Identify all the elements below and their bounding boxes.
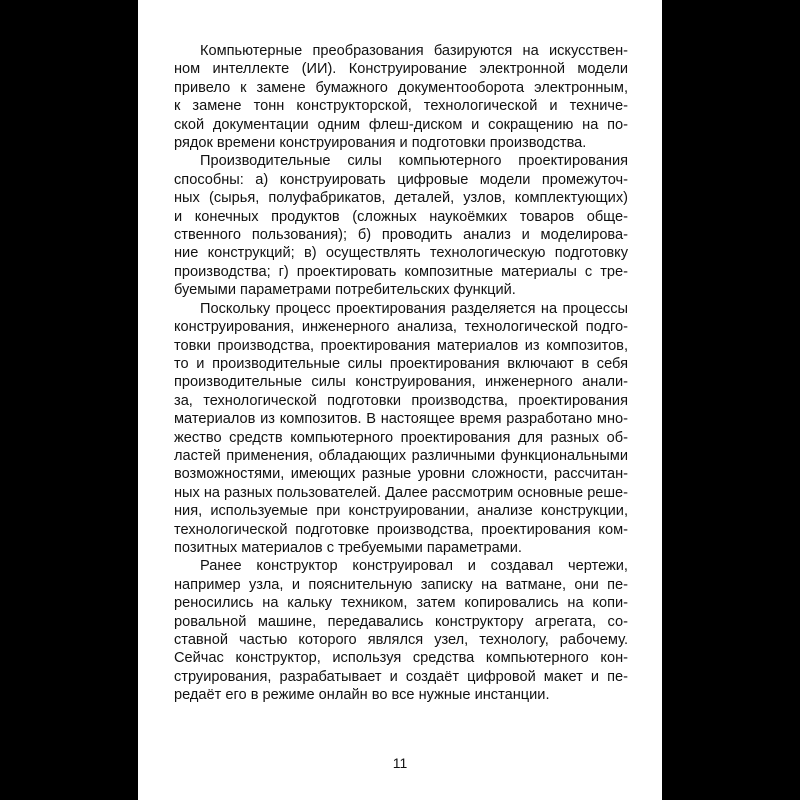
text-line: технологической подготовке производства, проектирования ком-: [174, 521, 628, 538]
paragraph-4: [174, 557, 628, 704]
paragraph-2: [174, 152, 628, 299]
page-number: 11: [392, 755, 408, 771]
text-line: и конечных продуктов (сложных наукоёмких товаров обще-: [174, 208, 628, 225]
text-line: Поскольку процесс проектирования разделяется на процессы: [200, 300, 628, 317]
text-line: то и производительные силы проектирования включают в себя: [174, 355, 628, 372]
text-line: Компьютерные преобразования базируются на искусствен-: [200, 43, 628, 59]
text-line: материалов из композитов. В настоящее время разработано мно-: [174, 411, 628, 428]
text-line: жество средств компьютерного проектирования для разных об-: [174, 429, 628, 446]
text-line: ние конструкций; в) осуществлять технологическую подготовку: [174, 245, 628, 262]
text-line: производства; г) проектировать композитные материалы с тре-: [174, 263, 628, 280]
text-line: струирования, разрабатывает и создаёт цифровой макет и пе-: [174, 668, 628, 685]
text-line: буемыми параметрами потребительских функций.: [174, 282, 516, 299]
text-line: Сейчас конструктор, используя средства компьютерного кон-: [174, 650, 628, 667]
text-line: ном интеллекте (ИИ). Конструирование электронной модели: [174, 61, 628, 78]
text-line: реносились на кальку техником, затем копировались на копи-: [174, 595, 628, 612]
text-line: ных на разных пользователей. Далее рассмотрим основные реше-: [174, 484, 628, 501]
text-line: например узла, и пояснительную записку на ватмане, они пе-: [174, 576, 628, 593]
right-black-margin: [662, 0, 800, 800]
text-line: ластей применения, обладающих различными функциональными: [174, 447, 628, 464]
text-line: редаёт его в режиме онлайн во все нужные инстанции.: [174, 687, 550, 704]
text-line: за, технологической подготовки производства, проектирования: [174, 392, 628, 409]
text-line: возможностями, имеющих разные уровни сложности, рассчитан-: [174, 466, 628, 483]
text-line: Ранее конструктор конструировал и создавал чертежи,: [200, 558, 628, 575]
page: [138, 0, 662, 800]
paragraph-1: [174, 42, 628, 152]
text-line: ных (сырья, полуфабрикатов, деталей, узлов, комплектующих): [174, 190, 628, 207]
text-line: рядок времени конструирования и подготовки производства.: [174, 135, 587, 152]
text-line: ставной частью которого являлся узел, технологу, рабочему.: [174, 632, 628, 648]
paragraph-3: [174, 300, 628, 558]
body-text: [174, 42, 628, 705]
text-line: Производительные силы компьютерного проектирования: [200, 153, 628, 170]
text-line: способны: а) конструировать цифровые модели промежуточ-: [174, 171, 628, 188]
text-line: к замене тонн конструкторской, технологической и техниче-: [174, 98, 628, 115]
text-line: ния, используемые при конструировании, анализе конструкции,: [174, 503, 628, 520]
text-line: ской документации одним флеш-диском и сокращению на по-: [174, 116, 628, 133]
text-line: ровальной машине, передавались конструктору агрегата, со-: [174, 613, 628, 630]
text-line: позитных материалов с требуемыми параметрами.: [174, 539, 522, 556]
left-black-margin: [0, 0, 138, 800]
text-line: привело к замене бумажного документооборота электронным,: [174, 79, 628, 96]
text-line: конструирования, инженерного анализа, технологической подго-: [174, 319, 628, 336]
text-line: производительные силы конструирования, инженерного анали-: [174, 374, 628, 391]
text-line: товки производства, проектирования материалов из композитов,: [174, 337, 628, 354]
text-line: ственного пользования); б) проводить анализ и моделирова-: [174, 227, 628, 244]
